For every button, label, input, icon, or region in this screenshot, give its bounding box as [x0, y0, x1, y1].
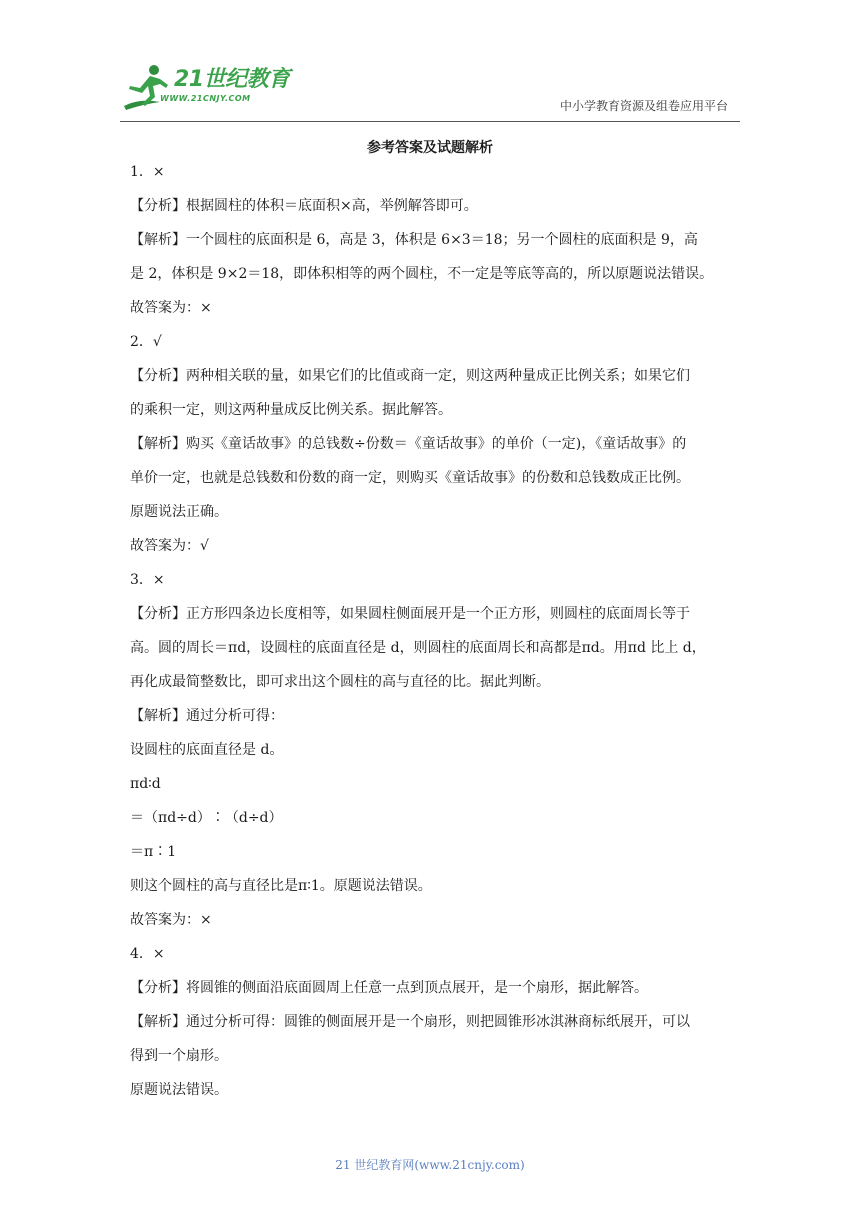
text-line: 单价一定，也就是总钱数和份数的商一定，则购买《童话故事》的份数和总钱数成正比例。	[130, 470, 690, 486]
text-line: 【分析】将圆锥的侧面沿底面圆周上任意一点到顶点展开，是一个扇形，据此解答。	[130, 980, 648, 996]
text-line: 【分析】正方形四条边长度相等，如果圆柱侧面展开是一个正方形，则圆柱的底面周长等于	[130, 606, 690, 622]
text-line: 【分析】两种相关联的量，如果它们的比值或商一定，则这两种量成正比例关系；如果它们	[130, 368, 690, 384]
text-line: ＝（πd÷d）∶（d÷d）	[130, 810, 283, 826]
text-line: 原题说法正确。	[130, 504, 228, 520]
text-line: πd∶d	[130, 776, 161, 792]
text-line: 【解析】通过分析可得：圆锥的侧面展开是一个扇形，则把圆锥形冰淇淋商标纸展开，可以	[130, 1014, 690, 1030]
text-line: 故答案为：×	[130, 912, 212, 928]
text-line: 故答案为：√	[130, 538, 209, 554]
text-line: 再化成最简整数比，即可求出这个圆柱的高与直径的比。据此判断。	[130, 674, 550, 690]
text-line: 得到一个扇形。	[130, 1048, 228, 1064]
text-line: 是 2，体积是 9×2＝18，即体积相等的两个圆柱，不一定是等底等高的，所以原题说法错误。	[130, 266, 714, 282]
text-line: ＝π∶1	[130, 844, 177, 860]
text-line: 【解析】购买《童话故事》的总钱数÷份数＝《童话故事》的单价（一定)，《童话故事》的	[130, 436, 687, 452]
text-line: 【分析】根据圆柱的体积＝底面积×高，举例解答即可。	[130, 198, 478, 214]
text-line: 的乘积一定，则这两种量成反比例关系。据此解答。	[130, 402, 452, 418]
text-line: 故答案为：×	[130, 300, 212, 316]
logo-text: 21世纪教育	[174, 67, 290, 92]
page-header	[0, 0, 860, 125]
text-line: 则这个圆柱的高与直径比是π∶1。原题说法错误。	[130, 878, 432, 894]
page-title: 参考答案及试题解析	[367, 140, 493, 156]
text-line: 【解析】一个圆柱的底面积是 6，高是 3，体积是 6×3＝18；另一个圆柱的底面积是 9，高	[130, 232, 698, 248]
platform-name: 中小学教育资源及组卷应用平台	[559, 99, 728, 113]
text-line: 设圆柱的底面直径是 d。	[130, 742, 284, 758]
text-line: 【解析】通过分析可得：	[130, 708, 284, 724]
runner-logo-icon	[120, 62, 180, 114]
page-footer: 21 世纪教育网(www.21cnjy.com)	[335, 1158, 525, 1172]
answer-content	[130, 162, 730, 1100]
text-line: 1．×	[130, 164, 165, 180]
text-line: 4．×	[130, 946, 165, 962]
header-divider	[120, 121, 740, 122]
text-line: 原题说法错误。	[130, 1082, 228, 1098]
logo	[120, 62, 295, 114]
text-line: 3．×	[130, 572, 165, 588]
text-line: 高。圆的周长＝πd，设圆柱的底面直径是 d，则圆柱的底面周长和高都是πd。用πd 比上 d，	[130, 640, 706, 656]
logo-url: WWW.21CNJY.COM	[160, 94, 251, 103]
text-line: 2．√	[130, 334, 162, 350]
